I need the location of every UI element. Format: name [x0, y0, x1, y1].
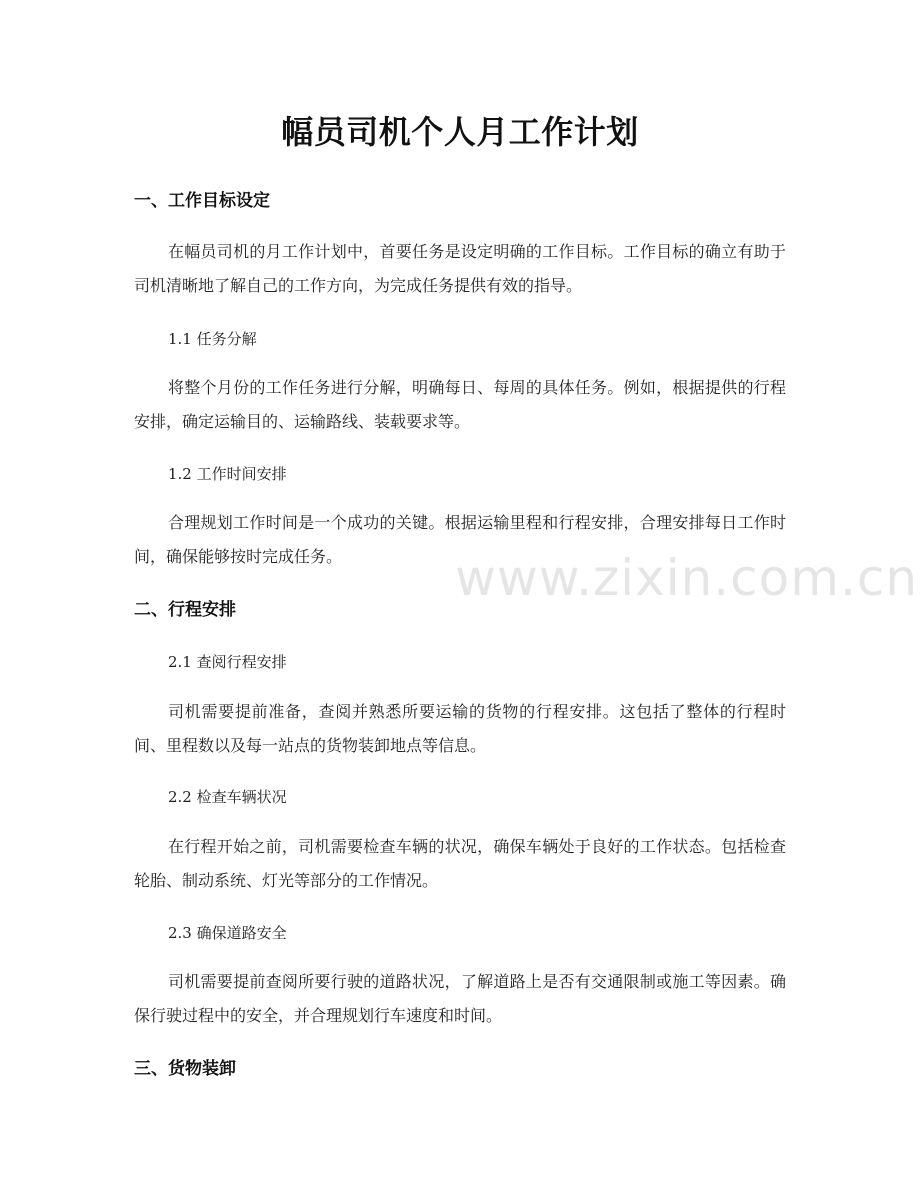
section-heading-itinerary: 二、行程安排: [134, 600, 236, 620]
watermark: www.zixin.com.cn: [455, 549, 919, 607]
subsection-heading-task-breakdown: 1.1 任务分解: [168, 330, 257, 348]
subsection-body-task-breakdown: 将整个月份的工作任务进行分解，明确每日、每周的具体任务。例如，根据提供的行程安排，确定运输目的、运输路线、装载要求等。: [134, 378, 786, 431]
section-intro-goals: 在幅员司机的月工作计划中，首要任务是设定明确的工作目标。工作目标的确立有助于司机清晰地了解自己的工作方向，为完成任务提供有效的指导。: [134, 242, 786, 295]
subsection-heading-vehicle-check: 2.2 检查车辆状况: [168, 788, 287, 806]
subsection-body-check-itinerary: 司机需要提前准备，查阅并熟悉所要运输的货物的行程安排。这包括了整体的行程时间、里程数以及每一站点的货物装卸地点等信息。: [134, 702, 786, 755]
subsection-heading-check-itinerary: 2.1 查阅行程安排: [168, 653, 287, 671]
subsection-heading-road-safety: 2.3 确保道路安全: [168, 924, 287, 942]
subsection-body-work-time: 合理规划工作时间是一个成功的关键。根据运输里程和行程安排，合理安排每日工作时间，确保能够按时完成任务。: [134, 513, 786, 566]
subsection-heading-work-time: 1.2 工作时间安排: [168, 465, 287, 483]
section-heading-cargo: 三、货物装卸: [134, 1059, 236, 1079]
subsection-body-vehicle-check: 在行程开始之前，司机需要检查车辆的状况，确保车辆处于良好的工作状态。包括检查轮胎、制动系统、灯光等部分的工作情况。: [134, 837, 786, 890]
subsection-body-road-safety: 司机需要提前查阅所要行驶的道路状况，了解道路上是否有交通限制或施工等因素。确保行驶过程中的安全，并合理规划行车速度和时间。: [134, 972, 786, 1025]
section-heading-goals: 一、工作目标设定: [134, 191, 270, 211]
document-title: 幅员司机个人月工作计划: [281, 113, 639, 151]
